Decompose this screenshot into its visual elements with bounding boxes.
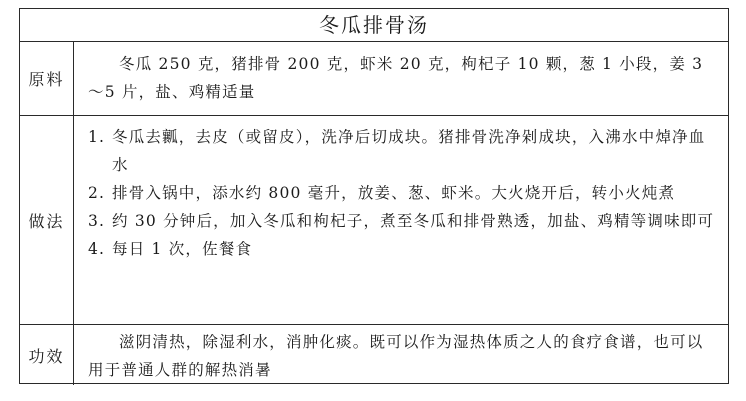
step-text: 冬瓜去瓤，去皮（或留皮），洗净后切成块。猪排骨洗净剁成块，入沸水中焯净血水 <box>112 128 706 174</box>
effect-label: 功效 <box>20 325 74 385</box>
step-number: 1. <box>88 128 106 146</box>
recipe-table <box>19 8 729 384</box>
step-number: 3. <box>88 212 106 230</box>
effect-row <box>20 325 728 385</box>
method-cell <box>74 116 728 324</box>
ingredients-label: 原料 <box>20 42 74 115</box>
step-text: 每日 1 次，佐餐食 <box>112 240 253 258</box>
method-step <box>88 235 718 263</box>
method-step <box>88 179 718 207</box>
effect-cell <box>74 325 728 385</box>
ingredients-row <box>20 42 728 116</box>
step-text: 约 30 分钟后，加入冬瓜和枸杞子，煮至冬瓜和排骨熟透，加盐、鸡精等调味即可 <box>112 212 715 230</box>
table-title: 冬瓜排骨汤 <box>20 9 728 42</box>
method-step <box>88 207 718 235</box>
step-number: 2. <box>88 184 106 202</box>
step-number: 4. <box>88 240 106 258</box>
ingredients-cell <box>74 42 728 115</box>
effect-text: 滋阴清热，除湿利水，消肿化痰。既可以作为湿热体质之人的食疗食谱，也可以用于普通人群的解热消暑 <box>88 333 704 379</box>
method-step <box>88 123 718 179</box>
method-row <box>20 116 728 325</box>
ingredients-text: 冬瓜 250 克，猪排骨 200 克，虾米 20 克，枸杞子 10 颗，葱 1 小段，姜 3～5 片，盐、鸡精适量 <box>88 55 704 101</box>
step-text: 排骨入锅中，添水约 800 毫升，放姜、葱、虾米。大火烧开后，转小火炖煮 <box>112 184 676 202</box>
method-label: 做法 <box>20 116 74 324</box>
